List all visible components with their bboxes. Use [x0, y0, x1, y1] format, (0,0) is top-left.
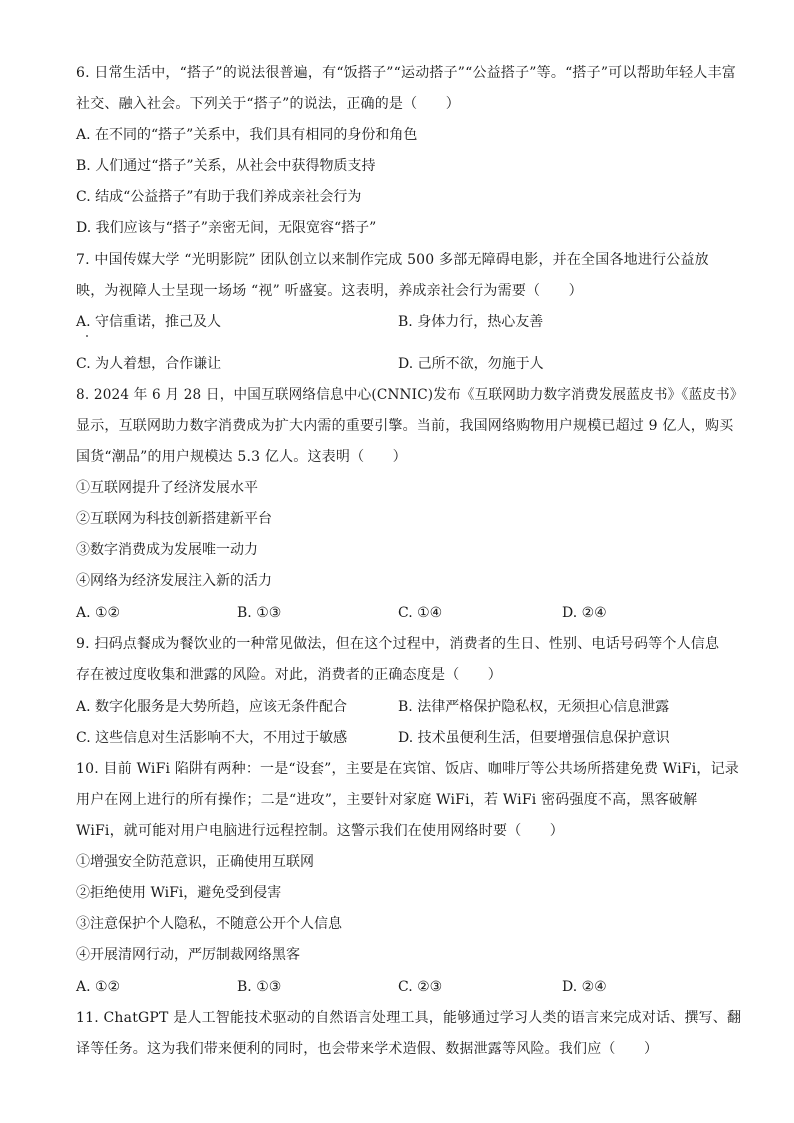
q10-item-1: ①增强安全防范意识，正确使用互联网: [76, 854, 314, 870]
q10-option-a: A. ①②: [76, 979, 121, 995]
q9-option-d: D. 技术虽便利生活，但要增强信息保护意识: [398, 730, 670, 746]
q9-option-b: B. 法律严格保护隐私权，无须担心信息泄露: [398, 699, 670, 715]
q7-option-b: B. 身体力行，热心友善: [398, 314, 544, 330]
q9-stem-line-1: 9. 扫码点餐成为餐饮业的一种常见做法，但在这个过程中，消费者的生日、性别、电话号码等个人信息: [76, 636, 720, 652]
q9-option-c: C. 这些信息对生活影响不大，不用过于敏感: [76, 730, 348, 746]
q7-option-a: A. 守信重诺，推己及人: [76, 314, 222, 330]
q8-item-2: ②互联网为科技创新搭建新平台: [76, 511, 272, 527]
q8-option-a: A. ①②: [76, 605, 121, 621]
q10-option-d: D. ②④: [562, 979, 607, 995]
q7-option-c: C. 为人着想，合作谦让: [76, 356, 222, 372]
q7-stem-line-1: 7. 中国传媒大学 “光明影院” 团队创立以来制作完成 500 多部无障碍电影，并在全国各地进行公益放: [76, 252, 709, 268]
q10-item-4: ④开展清网行动，严厉制裁网络黑客: [76, 947, 300, 963]
q8-option-c: C. ①④: [398, 605, 443, 621]
stray-dot-mark: [86, 335, 88, 337]
q10-stem-line-1: 10. 目前 WiFi 陷阱有两种：一是“设套”，主要是在宾馆、饭店、咖啡厅等公共场所搭建免费 WiFi，记录: [76, 761, 740, 777]
q10-stem-line-2: 用户在网上进行的所有操作；二是“进攻”，主要针对家庭 WiFi，若 WiFi 密码强度不高，黑客破解: [76, 792, 698, 808]
q9-option-a: A. 数字化服务是大势所趋，应该无条件配合: [76, 699, 348, 715]
q7-option-d: D. 己所不欲，勿施于人: [398, 356, 544, 372]
q8-stem-line-2: 显示，互联网助力数字消费成为扩大内需的重要引擎。当前，我国网络购物用户规模已超过 9 亿人，购买: [76, 418, 734, 434]
q11-stem-line-1: 11. ChatGPT 是人工智能技术驱动的自然语言处理工具，能够通过学习人类的语言来完成对话、撰写、翻: [76, 1010, 742, 1026]
q6-stem-line-2: 社交、融入社会。下列关于“搭子”的说法，正确的是（ ）: [76, 96, 460, 112]
q6-option-a: A. 在不同的“搭子”关系中，我们具有相同的身份和角色: [76, 127, 418, 143]
q8-option-d: D. ②④: [562, 605, 607, 621]
q11-stem-line-2: 译等任务。这为我们带来便利的同时，也会带来学术造假、数据泄露等风险。我们应（ ）: [76, 1041, 659, 1057]
q6-stem-line-1: 6. 日常生活中，“搭子”的说法很普遍，有“饭搭子”“运动搭子”“公益搭子”等。“搭子”可以帮助年轻人丰富: [76, 65, 736, 81]
q10-option-c: C. ②③: [398, 979, 443, 995]
q10-item-2: ②拒绝使用 WiFi，避免受到侵害: [76, 885, 282, 901]
q8-option-b: B. ①③: [237, 605, 282, 621]
q8-item-4: ④网络为经济发展注入新的活力: [76, 573, 272, 589]
q6-option-b: B. 人们通过“搭子”关系，从社会中获得物质支持: [76, 158, 376, 174]
q8-item-1: ①互联网提升了经济发展水平: [76, 480, 258, 496]
q10-item-3: ③注意保护个人隐私，不随意公开个人信息: [76, 916, 342, 932]
q6-option-d: D. 我们应该与“搭子”亲密无间，无限宽容“搭子”: [76, 220, 377, 236]
q8-stem-line-3: 国货“潮品”的用户规模达 5.3 亿人。这表明（ ）: [76, 449, 407, 465]
q9-stem-line-2: 存在被过度收集和泄露的风险。对此，消费者的正确态度是（ ）: [76, 667, 502, 683]
q10-option-b: B. ①③: [237, 979, 282, 995]
q10-stem-line-3: WiFi，就可能对用户电脑进行远程控制。这警示我们在使用网络时要（ ）: [76, 823, 565, 839]
q6-option-c: C. 结成“公益搭子”有助于我们养成亲社会行为: [76, 189, 362, 205]
q8-item-3: ③数字消费成为发展唯一动力: [76, 542, 258, 558]
q7-stem-line-2: 映，为视障人士呈现一场场 “视” 听盛宴。这表明，养成亲社会行为需要（ ）: [76, 283, 583, 299]
q8-stem-line-1: 8. 2024 年 6 月 28 日，中国互联网络信息中心(CNNIC)发布《互联网助力数字消费发展蓝皮书》《蓝皮书》: [76, 387, 744, 403]
